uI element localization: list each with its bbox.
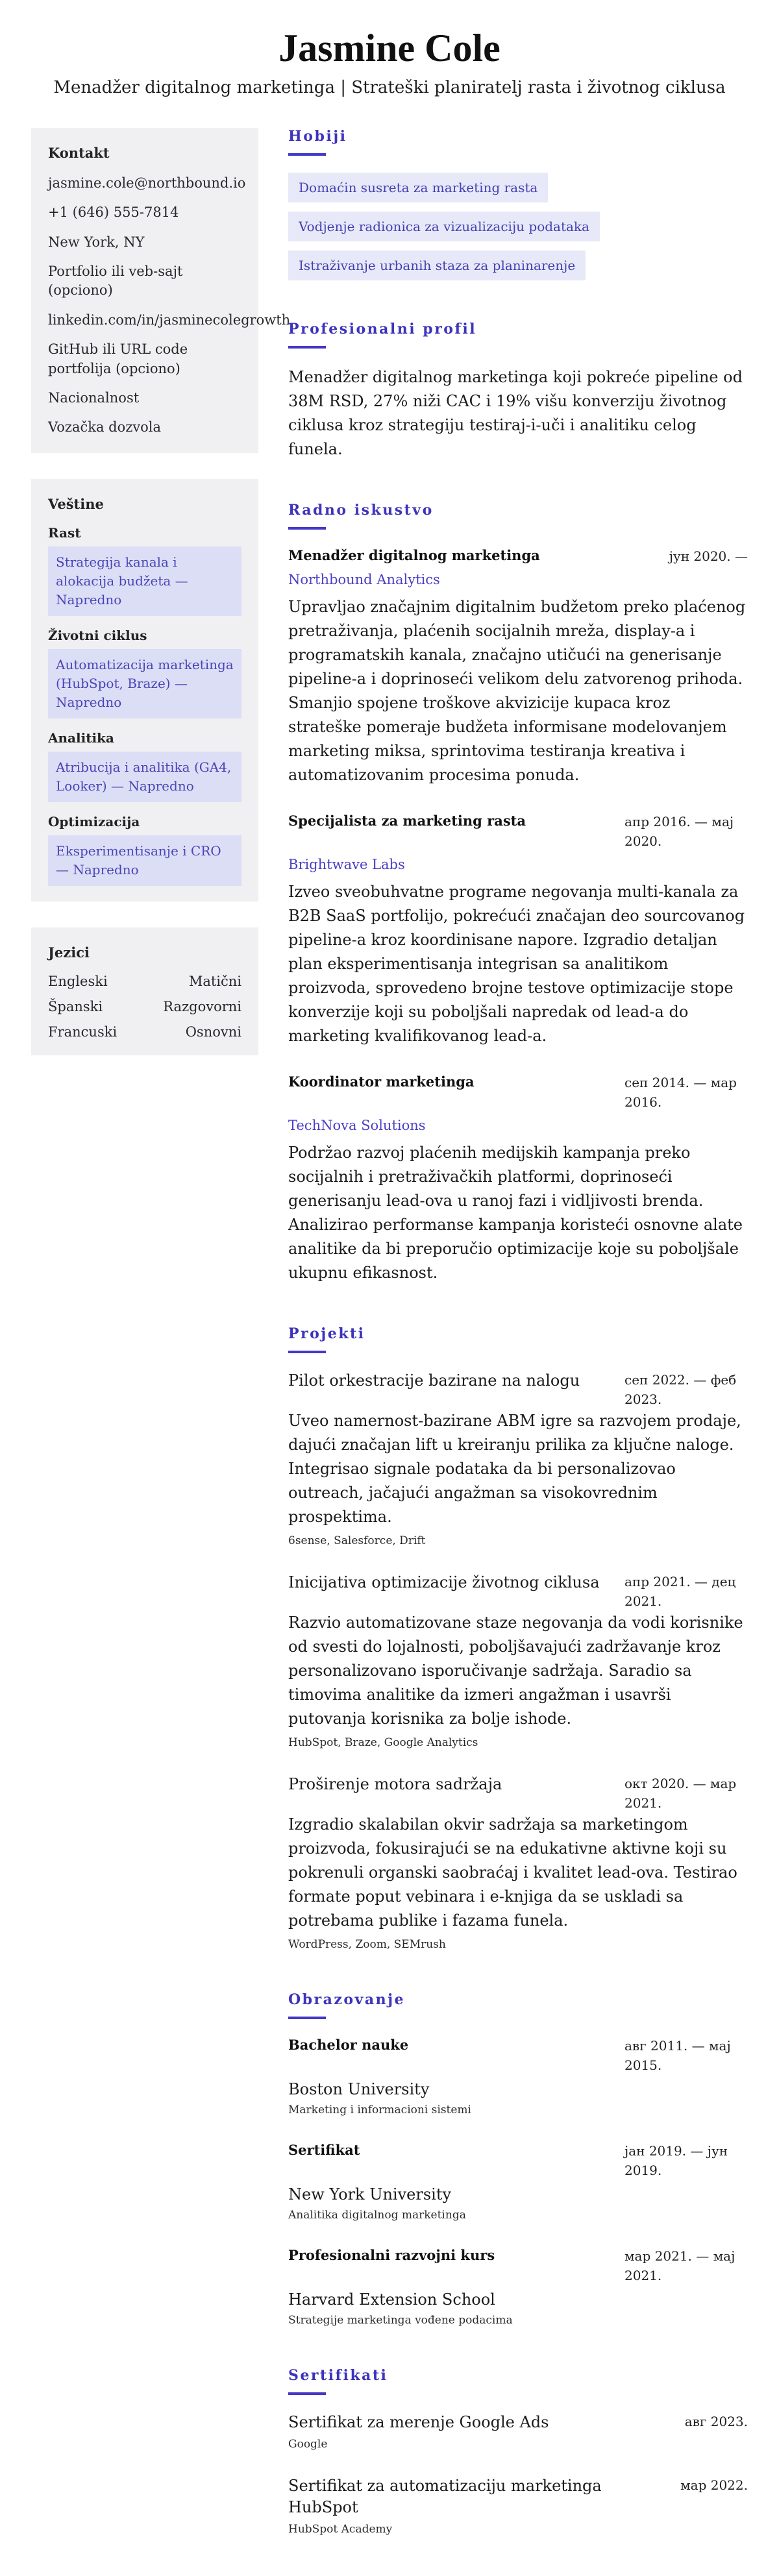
section-underline: [288, 1351, 326, 1353]
job-company: TechNova Solutions: [288, 1117, 426, 1133]
contact-drivers-license: Vozačka dozvola: [48, 419, 162, 435]
job-entry: [288, 1073, 748, 1285]
section-hobbies: [288, 128, 748, 280]
projects-title: Projekti: [288, 1325, 365, 1342]
job-entry: [288, 812, 748, 1048]
contact-linkedin: linkedin.com/in/jasminecolegrowth: [48, 312, 291, 328]
project-tools: 6sense, Salesforce, Drift: [288, 1534, 426, 1547]
education-field: Marketing i informacioni sistemi: [288, 2103, 471, 2116]
experience-title: Radno iskustvo: [288, 501, 434, 519]
profile-title: Profesionalni profil: [288, 320, 477, 337]
profile-text: Menadžer digitalnog marketinga koji pokreće pipeline od 38M RSD, 27% niži CAC i 19% višu konverziju životnog ciklusa kroz strategiju testiraj-i-uči i analitiku celog funela.: [288, 367, 743, 458]
skill-group: [48, 628, 241, 718]
education-school: Harvard Extension School: [288, 2290, 495, 2309]
education-dates: јан 2019. — јун 2019.: [624, 2142, 728, 2178]
candidate-tagline: Menadžer digitalnog marketinga | Strateški planiratelj rasta i životnog ciklusa: [53, 78, 726, 97]
languages-box: [31, 927, 258, 1055]
languages-title: Jezici: [48, 944, 90, 961]
job-description: Podržao razvoj plaćenih medijskih kampanja preko socijalnih i pretraživačkih platformi, doprinoseći generisanju lead-ova u ranoj fazi i vidljivosti brenda. Analizirao performanse kampanja koristeći osnovne alate analitike da bi preporučio optimizacije koje su poboljšale ukupnu efikasnost.: [288, 1143, 743, 1282]
education-degree: Profesionalni razvojni kurs: [288, 2246, 495, 2263]
project-dates: апр 2021. — дец 2021.: [624, 1573, 736, 1609]
project-tools: WordPress, Zoom, SEMrush: [288, 1937, 446, 1951]
skill-badge: Strategija kanala i alokacija budžeta — Napredno: [48, 546, 241, 616]
content-columns: [31, 128, 748, 2576]
job-description: Upravljao značajnim digitalnim budžetom preko plaćenog pretraživanja, plaćenih socijalnih mreža, display-a i programatskih kanala, značajno utičući na generisanje pipeline-a i doprinoseći velikom delu zatvorenog prihoda. Smanjio spojene troškove akvizicije kupaca kroz strateške pomeraje budžeta informisane modelovanjem marketing miksa, sprintovima testiranja kreativa i automatizovanim procesima ponuda.: [288, 597, 746, 784]
education-dates: мар 2021. — мај 2021.: [624, 2248, 736, 2283]
skill-badge: Eksperimentisanje i CRO — Napredno: [48, 835, 241, 886]
skill-badge: Automatizacija marketinga (HubSpot, Braze) — Napredno: [48, 649, 241, 718]
contact-phone: +1 (646) 555-7814: [48, 204, 179, 221]
job-dates: јун 2020. —: [669, 548, 748, 564]
skill-group: [48, 525, 241, 616]
sidebar: [31, 128, 291, 1055]
project-name: Proširenje motora sadržaja: [288, 1774, 502, 1793]
project-tools: HubSpot, Braze, Google Analytics: [288, 1736, 478, 1749]
contact-location: New York, NY: [48, 234, 145, 250]
education-degree: Sertifikat: [288, 2141, 360, 2158]
project-name: Pilot orkestracije bazirane na nalogu: [288, 1371, 580, 1390]
project-dates: сеп 2022. — феб 2023.: [624, 1371, 737, 1407]
contact-email: jasmine.cole@northbound.io: [48, 175, 246, 191]
skill-group-label: Životni ciklus: [48, 627, 147, 643]
skills-box: [31, 479, 258, 902]
education-field: Analitika digitalnog marketinga: [288, 2208, 466, 2222]
contact-github: GitHub ili URL code portfolija (opciono): [48, 341, 188, 376]
language-name: Francuski: [48, 1024, 117, 1040]
hobby-badge: Istraživanje urbanih staza za planinarenje: [288, 251, 586, 280]
language-row: [48, 1024, 241, 1040]
certificate-date: мар 2022.: [680, 2477, 748, 2494]
hobby-badge: Domaćin susreta za marketing rasta: [288, 173, 548, 202]
certificate-entry: [288, 2412, 748, 2451]
education-entry: [288, 2036, 748, 2116]
section-projects: [288, 1325, 748, 1951]
education-field: Strategije marketinga vođene podacima: [288, 2313, 513, 2327]
language-name: Engleski: [48, 973, 108, 989]
job-company: Northbound Analytics: [288, 571, 440, 587]
certificates-title: Sertifikati: [288, 2366, 388, 2384]
section-underline: [288, 346, 326, 349]
job-description: Izveo sveobuhvatne programe negovanja multi-kanala za B2B SaaS portfolijo, pokrećući značajan deo sourcovanog pipeline-a kroz koordinisane napore. Izgradio detaljan plan eksperimentisanja integrisan sa analitikom proizvoda, sprovedeno brojne testove optimizacije stope konverzije koji su poboljšali napredak od lead-a do marketing kvalifikovanog lead-a.: [288, 882, 745, 1045]
skill-group: [48, 730, 241, 802]
main-column: [288, 128, 748, 2576]
project-entry: [288, 1572, 748, 1749]
candidate-name: Jasmine Cole: [278, 27, 501, 69]
education-title: Obrazovanje: [288, 1991, 406, 2008]
education-degree: Bachelor nauke: [288, 2036, 409, 2053]
project-description: Izgradio skalabilan okvir sadržaja sa marketingom proizvoda, fokusirajući se na edukativne aktivne koji su pokrenuli organski saobraćaj i kvalitet lead-ova. Testirao formate poput vebinara i e-knjiga da se uskladi sa potrebama publike i fazama funela.: [288, 1815, 737, 1930]
project-name: Inicijativa optimizacije životnog ciklusa: [288, 1573, 600, 1591]
skill-group-label: Optimizacija: [48, 813, 140, 829]
job-company: Brightwave Labs: [288, 856, 405, 872]
certificate-date: авг 2023.: [684, 2413, 748, 2429]
project-entry: [288, 1370, 748, 1547]
education-entry: [288, 2246, 748, 2327]
section-education: [288, 1991, 748, 2327]
skill-group: [48, 814, 241, 886]
certificate-name: Sertifikat za automatizaciju marketinga HubSpot: [288, 2477, 602, 2516]
skill-badge: Atribucija i analitika (GA4, Looker) — Napredno: [48, 752, 241, 802]
job-title: Menadžer digitalnog marketinga: [288, 546, 540, 563]
project-description: Uveo namernost-bazirane ABM igre sa razvojem prodaje, dajući značajan lift u kreiranju prilika za ključne naloge. Integrisao signale podataka da bi personalizovao outreach, jačajući angažman sa visokovrednim prospektima.: [288, 1411, 741, 1526]
contact-nationality: Nacionalnost: [48, 389, 140, 406]
language-name: Španski: [48, 998, 103, 1014]
contact-title: Kontakt: [48, 144, 110, 161]
education-dates: авг 2011. — мај 2015.: [624, 2037, 731, 2073]
language-level: Razgovorni: [163, 998, 241, 1014]
section-underline: [288, 2017, 326, 2019]
section-underline: [288, 2392, 326, 2395]
section-underline: [288, 527, 326, 530]
education-school: New York University: [288, 2185, 452, 2203]
certificate-issuer: Google: [288, 2438, 328, 2451]
hobby-badge: Vodjenje radionica za vizualizaciju podataka: [288, 212, 600, 241]
project-dates: окт 2020. — мар 2021.: [624, 1775, 737, 1811]
skill-group-label: Analitika: [48, 730, 114, 746]
section-certificates: [288, 2367, 748, 2536]
section-underline: [288, 153, 326, 156]
section-experience: [288, 502, 748, 1285]
certificate-issuer: HubSpot Academy: [288, 2522, 393, 2536]
certificate-name: Sertifikat za merenje Google Ads: [288, 2412, 549, 2431]
language-level: Osnovni: [185, 1024, 241, 1040]
section-profile: [288, 321, 748, 461]
skills-title: Veštine: [48, 495, 104, 512]
language-level: Matični: [188, 973, 241, 989]
job-dates: апр 2016. — мај 2020.: [624, 813, 734, 849]
contact-box: [31, 128, 291, 453]
contact-portfolio: Portfolio ili veb-sajt (opciono): [48, 263, 183, 299]
language-row: [48, 999, 241, 1014]
certificate-entry: [288, 2475, 748, 2536]
education-school: Boston University: [288, 2079, 430, 2098]
job-dates: сеп 2014. — мар 2016.: [624, 1074, 737, 1110]
job-title: Koordinator marketinga: [288, 1073, 475, 1090]
project-entry: [288, 1774, 748, 1951]
hobbies-title: Hobiji: [288, 127, 347, 145]
skill-group-label: Rast: [48, 524, 81, 541]
job-entry: [288, 546, 748, 787]
language-row: [48, 974, 241, 989]
job-title: Specijalista za marketing rasta: [288, 812, 526, 829]
resume-header: [31, 26, 748, 99]
project-description: Razvio automatizovane staze negovanja da vodi korisnike od svesti do lojalnosti, poboljšavajući zadržavanje kroz personalizovano isporučivanje sadržaja. Saradio sa timovima analitike da izmeri angažman i usavrši putovanja korisnika za bolje ishode.: [288, 1613, 743, 1728]
education-entry: [288, 2141, 748, 2222]
